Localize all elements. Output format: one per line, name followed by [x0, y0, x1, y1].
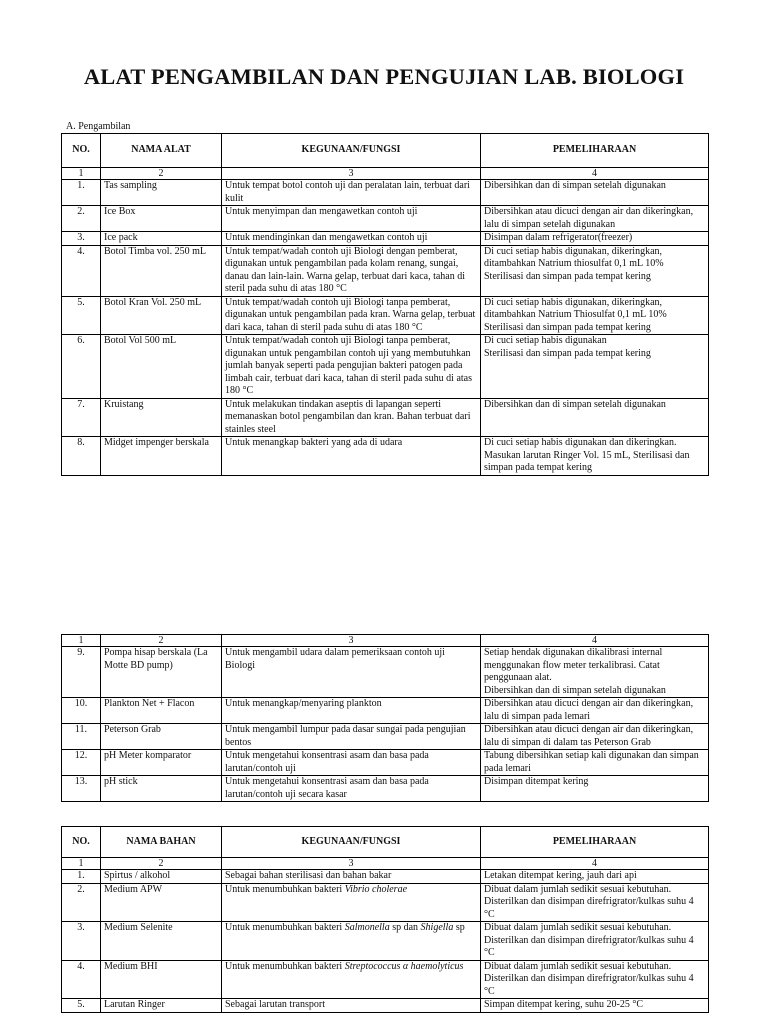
table-row [62, 232, 709, 246]
row-number: 6. [62, 335, 101, 399]
organism-name: Streptococcus α haemolyticus [344, 960, 464, 972]
item-name: Ice Box [101, 206, 222, 232]
item-name: Botol Vol 500 mL [101, 335, 222, 399]
use-text: Sebagai bahan sterilisasi dan bahan bakar [225, 870, 392, 881]
item-care: Dibersihkan dan di simpan setelah digunakan [481, 398, 709, 437]
table-row [62, 437, 709, 476]
item-care: Dibersihkan dan di simpan setelah digunakan [481, 180, 709, 206]
header-pemeliharaan: PEMELIHARAAN [481, 134, 709, 168]
material-use [222, 922, 481, 961]
table-row [62, 245, 709, 296]
item-use: Untuk mengambil udara dalam pemeriksaan contoh uji Biologi [222, 647, 481, 698]
item-name: Peterson Grab [101, 724, 222, 750]
item-name: Midget impenger berskala [101, 437, 222, 476]
row-number: 12. [62, 750, 101, 776]
material-use [222, 960, 481, 999]
row-number: 3. [62, 922, 101, 961]
header-no: NO. [62, 827, 101, 858]
table-row [62, 724, 709, 750]
item-use: Untuk menangkap bakteri yang ada di udara [222, 437, 481, 476]
item-care: Dibersihkan atau dicuci dengan air dan dikeringkan, lalu di simpan setelah digunakan [481, 206, 709, 232]
item-name: Tas sampling [101, 180, 222, 206]
column-number: 3 [222, 858, 481, 870]
material-use [222, 883, 481, 922]
use-text: Untuk menumbuhkan bakteri [225, 922, 345, 933]
header-kegunaan: KEGUNAAN/FUNGSI [222, 827, 481, 858]
equipment-table-2 [61, 634, 709, 802]
row-number: 7. [62, 398, 101, 437]
row-number: 8. [62, 437, 101, 476]
item-use: Untuk menangkap/menyaring plankton [222, 698, 481, 724]
material-name: Medium Selenite [101, 922, 222, 961]
use-text: Sebagai larutan transport [225, 999, 325, 1010]
item-care: Setiap hendak digunakan dikalibrasi internal menggunakan flow meter terkalibrasi. Catat penggunaan alat. Dibersihkan dan di simpan setelah digunakan [481, 647, 709, 698]
header-kegunaan: KEGUNAAN/FUNGSI [222, 134, 481, 168]
table-row [62, 960, 709, 999]
header-nama-bahan: NAMA BAHAN [101, 827, 222, 858]
material-name: Larutan Ringer [101, 999, 222, 1013]
row-number: 2. [62, 883, 101, 922]
organism-name: Salmonella [344, 922, 390, 933]
item-care: Di cuci setiap habis digunakan, dikeringkan, ditambahkan Natrium Thiosulfat 0,1 mL 10% Sterilisasi dan simpan pada tempat kering [481, 296, 709, 335]
material-care: Simpan ditempat kering, suhu 20-25 °C [481, 999, 709, 1013]
item-use: Untuk mengetahui konsentrasi asam dan basa pada larutan/contoh uji [222, 750, 481, 776]
item-care: Di cuci setiap habis digunakan dan dikeringkan. Masukan larutan Ringer Vol. 15 mL, Sterilisasi dan simpan pada tempat kering [481, 437, 709, 476]
organism-name: Shigella [420, 922, 454, 933]
column-number: 1 [62, 635, 101, 647]
row-number: 11. [62, 724, 101, 750]
column-number: 2 [101, 635, 222, 647]
row-number: 9. [62, 647, 101, 698]
column-number: 4 [481, 858, 709, 870]
row-number: 2. [62, 206, 101, 232]
item-care: Disimpan dalam refrigerator(freezer) [481, 232, 709, 246]
header-pemeliharaan: PEMELIHARAAN [481, 827, 709, 858]
section-label: A. Pengambilan [66, 121, 131, 132]
table-row [62, 776, 709, 802]
table-row [62, 647, 709, 698]
table-row [62, 922, 709, 961]
material-care: Dibuat dalam jumlah sedikit sesuai kebutuhan. Disterilkan dan disimpan direfrigrator/kulkas suhu 4 °C [481, 922, 709, 961]
material-care: Dibuat dalam jumlah sedikit sesuai kebutuhan. Disterilkan dan disimpan direfrigrator/kulkas suhu 4 °C [481, 960, 709, 999]
table-row [62, 698, 709, 724]
material-name: Spirtus / alkohol [101, 870, 222, 884]
table-row [62, 999, 709, 1013]
material-use [222, 999, 481, 1013]
item-care: Di cuci setiap habis digunakan Sterilisasi dan simpan pada tempat kering [481, 335, 709, 399]
row-number: 10. [62, 698, 101, 724]
row-number: 13. [62, 776, 101, 802]
item-name: Plankton Net + Flacon [101, 698, 222, 724]
item-care: Di cuci setiap habis digunakan, dikeringkan, ditambahkan Natrium thiosulfat 0,1 mL 10% Sterilisasi dan simpan pada tempat kering [481, 245, 709, 296]
use-text: Untuk menumbuhkan bakteri [225, 960, 345, 972]
item-care: Disimpan ditempat kering [481, 776, 709, 802]
item-name: pH stick [101, 776, 222, 802]
column-number: 4 [481, 168, 709, 180]
item-care: Dibersihkan atau dicuci dengan air dan dikeringkan, lalu di simpan pada lemari [481, 698, 709, 724]
item-name: Botol Timba vol. 250 mL [101, 245, 222, 296]
item-care: Tabung dibersihkan setiap kali digunakan dan simpan pada lemari [481, 750, 709, 776]
use-text: sp [453, 922, 465, 933]
row-number: 3. [62, 232, 101, 246]
item-use: Untuk tempat/wadah contoh uji Biologi tanpa pemberat, digunakan untuk pengambilan pada kran. Warna gelap, terbuat dari kaca, tahan di steril pada suhu di atas 180 °C [222, 296, 481, 335]
item-use: Untuk tempat/wadah contoh uji Biologi tanpa pemberat, digunakan untuk pengambilan contoh uji yang membutuhkan jumlah banyak seperti pada pengujian bakteri patogen pada limbah cair, terbuat dari kaca, tahan di steril pada suhu di atas 180 °C [222, 335, 481, 399]
table-row [62, 206, 709, 232]
item-use: Untuk tempat botol contoh uji dan peralatan lain, terbuat dari kulit [222, 180, 481, 206]
item-use: Untuk melakukan tindakan aseptis di lapangan seperti memanaskan botol pengambilan dan kran. Bahan terbuat dari stainles steel [222, 398, 481, 437]
item-use: Untuk mendinginkan dan mengawetkan contoh uji [222, 232, 481, 246]
column-number: 4 [481, 635, 709, 647]
material-name: Medium BHI [101, 960, 222, 999]
material-use [222, 870, 481, 884]
row-number: 1. [62, 870, 101, 884]
item-use: Untuk mengambil lumpur pada dasar sungai pada pengujian bentos [222, 724, 481, 750]
table-row [62, 750, 709, 776]
column-number: 1 [62, 858, 101, 870]
row-number: 5. [62, 999, 101, 1013]
page-title: ALAT PENGAMBILAN DAN PENGUJIAN LAB. BIOLOGI [83, 64, 685, 89]
item-name: pH Meter komparator [101, 750, 222, 776]
use-text: Untuk menumbuhkan bakteri [225, 883, 345, 895]
item-name: Botol Kran Vol. 250 mL [101, 296, 222, 335]
material-care: Letakan ditempat kering, jauh dari api [481, 870, 709, 884]
table-row [62, 296, 709, 335]
column-number: 2 [101, 168, 222, 180]
material-name: Medium APW [101, 883, 222, 922]
column-number: 1 [62, 168, 101, 180]
header-no: NO. [62, 134, 101, 168]
materials-table [61, 826, 709, 1013]
table-row [62, 180, 709, 206]
column-number: 3 [222, 168, 481, 180]
table-row [62, 883, 709, 922]
table-row [62, 398, 709, 437]
equipment-table-1 [61, 133, 709, 476]
item-name: Pompa hisap berskala (La Motte BD pump) [101, 647, 222, 698]
item-care: Dibersihkan atau dicuci dengan air dan dikeringkan, lalu di simpan di dalam tas Peterson Grab [481, 724, 709, 750]
use-text: sp dan [389, 922, 421, 933]
row-number: 4. [62, 960, 101, 999]
item-use: Untuk mengetahui konsentrasi asam dan basa pada larutan/contoh uji secara kasar [222, 776, 481, 802]
item-name: Ice pack [101, 232, 222, 246]
header-nama-alat: NAMA ALAT [101, 134, 222, 168]
table-row [62, 870, 709, 884]
row-number: 4. [62, 245, 101, 296]
organism-name: Vibrio cholerae [344, 883, 408, 895]
column-number: 3 [222, 635, 481, 647]
item-use: Untuk tempat/wadah contoh uji Biologi dengan pemberat, digunakan untuk pengambilan pada kolam renang, sungai, danau dan lain-lain. Warna gelap, terbuat dari kaca, tahan di steril pada suhu di atas 180 °C [222, 245, 481, 296]
table-row [62, 335, 709, 399]
material-care: Dibuat dalam jumlah sedikit sesuai kebutuhan. Disterilkan dan disimpan direfrigrator/kulkas suhu 4 °C [481, 883, 709, 922]
item-use: Untuk menyimpan dan mengawetkan contoh uji [222, 206, 481, 232]
row-number: 1. [62, 180, 101, 206]
row-number: 5. [62, 296, 101, 335]
column-number: 2 [101, 858, 222, 870]
item-name: Kruistang [101, 398, 222, 437]
